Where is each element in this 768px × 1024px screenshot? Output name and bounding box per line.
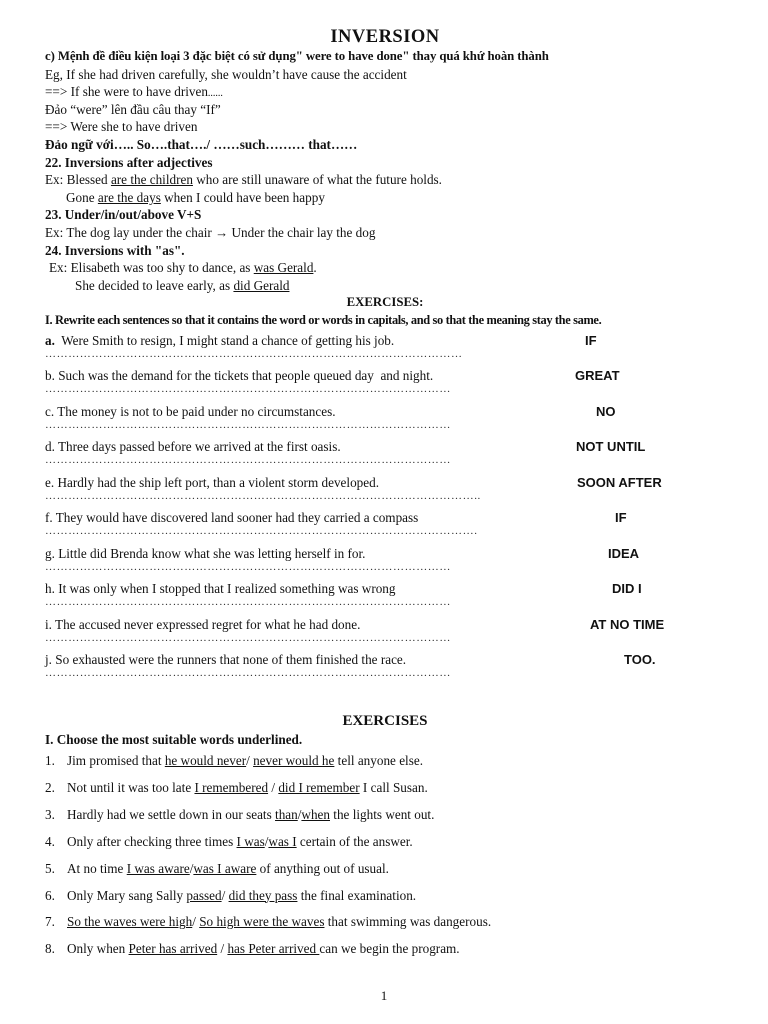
rewrite-question [45, 403, 336, 420]
rewrite-question [45, 438, 341, 455]
part-c-dao-ngu: Đảo ngữ với….. So….that…./ ……such……… that…… [45, 136, 358, 152]
item-number: 7. [45, 914, 55, 930]
text: At no time [67, 860, 127, 876]
choice-option[interactable]: I was aware [126, 860, 190, 876]
question-text: f. They would have discovered land sooner had they carried a compass [45, 510, 419, 525]
arrow-1-text: ==> If she were to have driven [45, 84, 208, 100]
section-23-example: Ex: The dog lay under the chair → Under the chair lay the dog [45, 224, 376, 240]
choice-option[interactable]: I was [236, 833, 265, 849]
answer-line[interactable]: ……………………………………………………………………………………………… [45, 347, 463, 360]
keyword: IF [585, 332, 597, 348]
part-c-arrow-1 [45, 83, 725, 101]
text: tell anyone else. [334, 753, 423, 769]
rewrite-question [45, 474, 379, 491]
rewrite-item [45, 649, 725, 685]
question-text: e. Hardly had the ship left port, than a violent storm developed. [45, 474, 379, 490]
arrow-1-dots: ...... [207, 88, 223, 100]
rewrite-question [45, 332, 394, 349]
item-text [67, 775, 428, 802]
answer-line[interactable]: …………………………………………………………………………………………… [45, 418, 451, 431]
question-text: d. Three days passed before we arrived at the first oasis. [45, 439, 341, 454]
item-number: 8. [45, 941, 55, 957]
text: / [297, 806, 302, 822]
text: the final examination. [297, 887, 417, 903]
text: can we begin the program. [319, 941, 460, 957]
keyword: TOO. [624, 652, 656, 667]
text: I call Susan. [359, 779, 428, 795]
rewrite-question [45, 367, 433, 384]
item-text [67, 829, 413, 856]
item-text [67, 856, 389, 883]
rewrite-exercise-list [45, 330, 725, 685]
section-22-example-1 [45, 171, 725, 189]
answer-line[interactable]: ………………………………………………………………………………………………….. [45, 489, 481, 502]
section-24-example-1 [45, 259, 725, 277]
question-label: a. [45, 332, 55, 348]
section-24-heading: 24. Inversions with "as". [45, 242, 185, 258]
text: She decided to leave early, as [75, 277, 234, 293]
section-22-example-2 [45, 189, 725, 207]
text: / [268, 779, 279, 795]
choice-option[interactable]: passed [186, 887, 222, 903]
keyword: SOON AFTER [577, 474, 662, 490]
exercises-1-instruction: I. Rewrite each sentences so that it contains the word or words in capitals, and so that the meaning stay the same. [45, 312, 602, 327]
part-c-heading: c) Mệnh đề điều kiện loại 3 đặc biệt có sử dụng" were to have done" thay quá khứ hoàn thành [45, 49, 549, 63]
rewrite-item [45, 330, 725, 366]
exercises-2-title: EXERCISES [342, 712, 428, 729]
rewrite-item [45, 614, 725, 650]
answer-line[interactable]: …………………………………………………………………………………………………. [45, 525, 478, 537]
question-text: b. Such was the demand for the tickets that people queued day and night. [45, 368, 434, 383]
answer-line[interactable]: …………………………………………………………………………………………… [45, 596, 451, 608]
text: Not until it was too late [67, 779, 195, 795]
keyword: IF [615, 510, 627, 525]
keyword: NOT UNTIL [576, 439, 646, 454]
document-page [45, 26, 725, 963]
choice-item [45, 856, 725, 883]
rewrite-question [45, 580, 396, 597]
text: Jim promised that [67, 753, 165, 769]
item-number: 6. [45, 887, 55, 903]
rewrite-question [45, 509, 418, 526]
text: of anything out of usual. [256, 860, 389, 876]
choice-option[interactable]: than [275, 806, 298, 822]
page-number: 1 [380, 988, 388, 1003]
answer-line[interactable]: …………………………………………………………………………………………… [45, 454, 451, 466]
answer-line[interactable]: …………………………………………………………………………………………… [45, 560, 451, 573]
section-24-example-2 [45, 277, 725, 295]
text: Gone [66, 189, 98, 205]
rewrite-question [45, 545, 365, 562]
page-title: INVERSION [330, 27, 440, 47]
choice-option[interactable]: So high were the waves [199, 914, 325, 930]
choice-item [45, 883, 725, 910]
rewrite-item [45, 507, 725, 543]
choice-option[interactable]: did I remember [278, 779, 360, 795]
question-text: j. So exhausted were the runners that none of them finished the race. [45, 652, 407, 667]
text: that swimming was dangerous. [324, 914, 492, 930]
exercises-2-instruction: I. Choose the most suitable words underlined. [45, 731, 303, 747]
item-text [67, 909, 491, 936]
rewrite-question [45, 651, 406, 668]
part-c-example: Eg, If she had driven carefully, she wouldn’t have cause the accident [45, 66, 407, 82]
answer-line[interactable]: …………………………………………………………………………………………… [45, 383, 451, 395]
item-number: 2. [45, 779, 55, 795]
item-number: 3. [45, 806, 55, 822]
question-text: Were Smith to resign, I might stand a chance of getting his job. [54, 332, 395, 348]
question-text: c. The money is not to be paid under no circumstances. [45, 403, 336, 419]
choice-option[interactable]: never would he [253, 753, 335, 769]
question-text: g. Little did Brenda know what she was letting herself in for. [45, 545, 366, 561]
part-c-arrow-2: ==> Were she to have driven [45, 119, 198, 135]
rewrite-item [45, 436, 725, 472]
choice-item [45, 802, 725, 829]
question-text: i. The accused never expressed regret for what he had done. [45, 616, 361, 632]
item-text [67, 883, 416, 910]
choice-option[interactable]: was I aware [193, 860, 257, 876]
rewrite-item [45, 401, 725, 437]
keyword: AT NO TIME [590, 616, 665, 632]
choose-exercise-list [45, 748, 725, 963]
text: / [192, 914, 200, 930]
text: / [264, 833, 269, 849]
text: certain of the answer. [296, 833, 413, 849]
item-number: 5. [45, 860, 55, 876]
choice-item [45, 936, 725, 963]
text: / [189, 860, 194, 876]
choice-item [45, 909, 725, 936]
text: when I could have been happy [160, 189, 325, 205]
exercises-1-title: EXERCISES: [346, 295, 424, 310]
keyword: IDEA [608, 545, 640, 561]
choice-option[interactable]: when [301, 806, 330, 822]
rewrite-item [45, 543, 725, 579]
item-number: 1. [45, 753, 55, 769]
underlined-text: are the days [97, 189, 161, 205]
item-text [67, 748, 423, 775]
text: . [313, 260, 317, 276]
rewrite-item [45, 472, 725, 508]
choice-option[interactable]: I remembered [194, 779, 269, 795]
section-22-heading: 22. Inversions after adjectives [45, 154, 213, 170]
item-text [67, 936, 460, 963]
text: Hardly had we settle down in our seats [67, 806, 276, 822]
question-text: h. It was only when I stopped that I realized something was wrong [45, 581, 396, 596]
choice-option[interactable]: Peter has arrived [128, 941, 218, 957]
text: / [217, 941, 228, 957]
text: Ex: Elisabeth was too shy to dance, as [49, 260, 254, 276]
section-23-heading: 23. Under/in/out/above V+S [45, 207, 202, 223]
underlined-text: are the children [110, 172, 193, 188]
item-text [67, 802, 434, 829]
item-number: 4. [45, 833, 55, 849]
choice-item [45, 748, 725, 775]
text: Ex: Blessed [45, 172, 111, 188]
choice-option[interactable]: has Peter arrived [227, 941, 320, 957]
rewrite-item [45, 365, 725, 401]
underlined-text: was Gerald [253, 260, 314, 276]
rewrite-question [45, 616, 360, 633]
text: / [246, 753, 254, 769]
text: / [221, 887, 229, 903]
choice-option[interactable]: So the waves were high [67, 914, 193, 930]
text: Only after checking three times [67, 833, 237, 849]
text: who are still unaware of what the future holds. [192, 172, 442, 188]
text: Only when [67, 941, 129, 957]
underlined-text: did Gerald [233, 277, 290, 293]
choice-option[interactable]: did they pass [228, 887, 298, 903]
text: the lights went out. [330, 806, 435, 822]
answer-line[interactable]: …………………………………………………………………………………………… [45, 631, 451, 644]
keyword: GREAT [575, 368, 620, 383]
keyword: NO [596, 403, 616, 419]
part-c-dao: Đảo “were” lên đầu câu thay “If” [45, 101, 221, 117]
keyword: DID I [612, 581, 642, 596]
choice-option[interactable]: he would never [164, 753, 247, 769]
answer-line[interactable]: …………………………………………………………………………………………… [45, 667, 451, 679]
choice-item [45, 829, 725, 856]
text: Only Mary sang Sally [67, 887, 187, 903]
rewrite-item [45, 578, 725, 614]
choice-option[interactable]: was I [268, 833, 297, 849]
choice-item [45, 775, 725, 802]
